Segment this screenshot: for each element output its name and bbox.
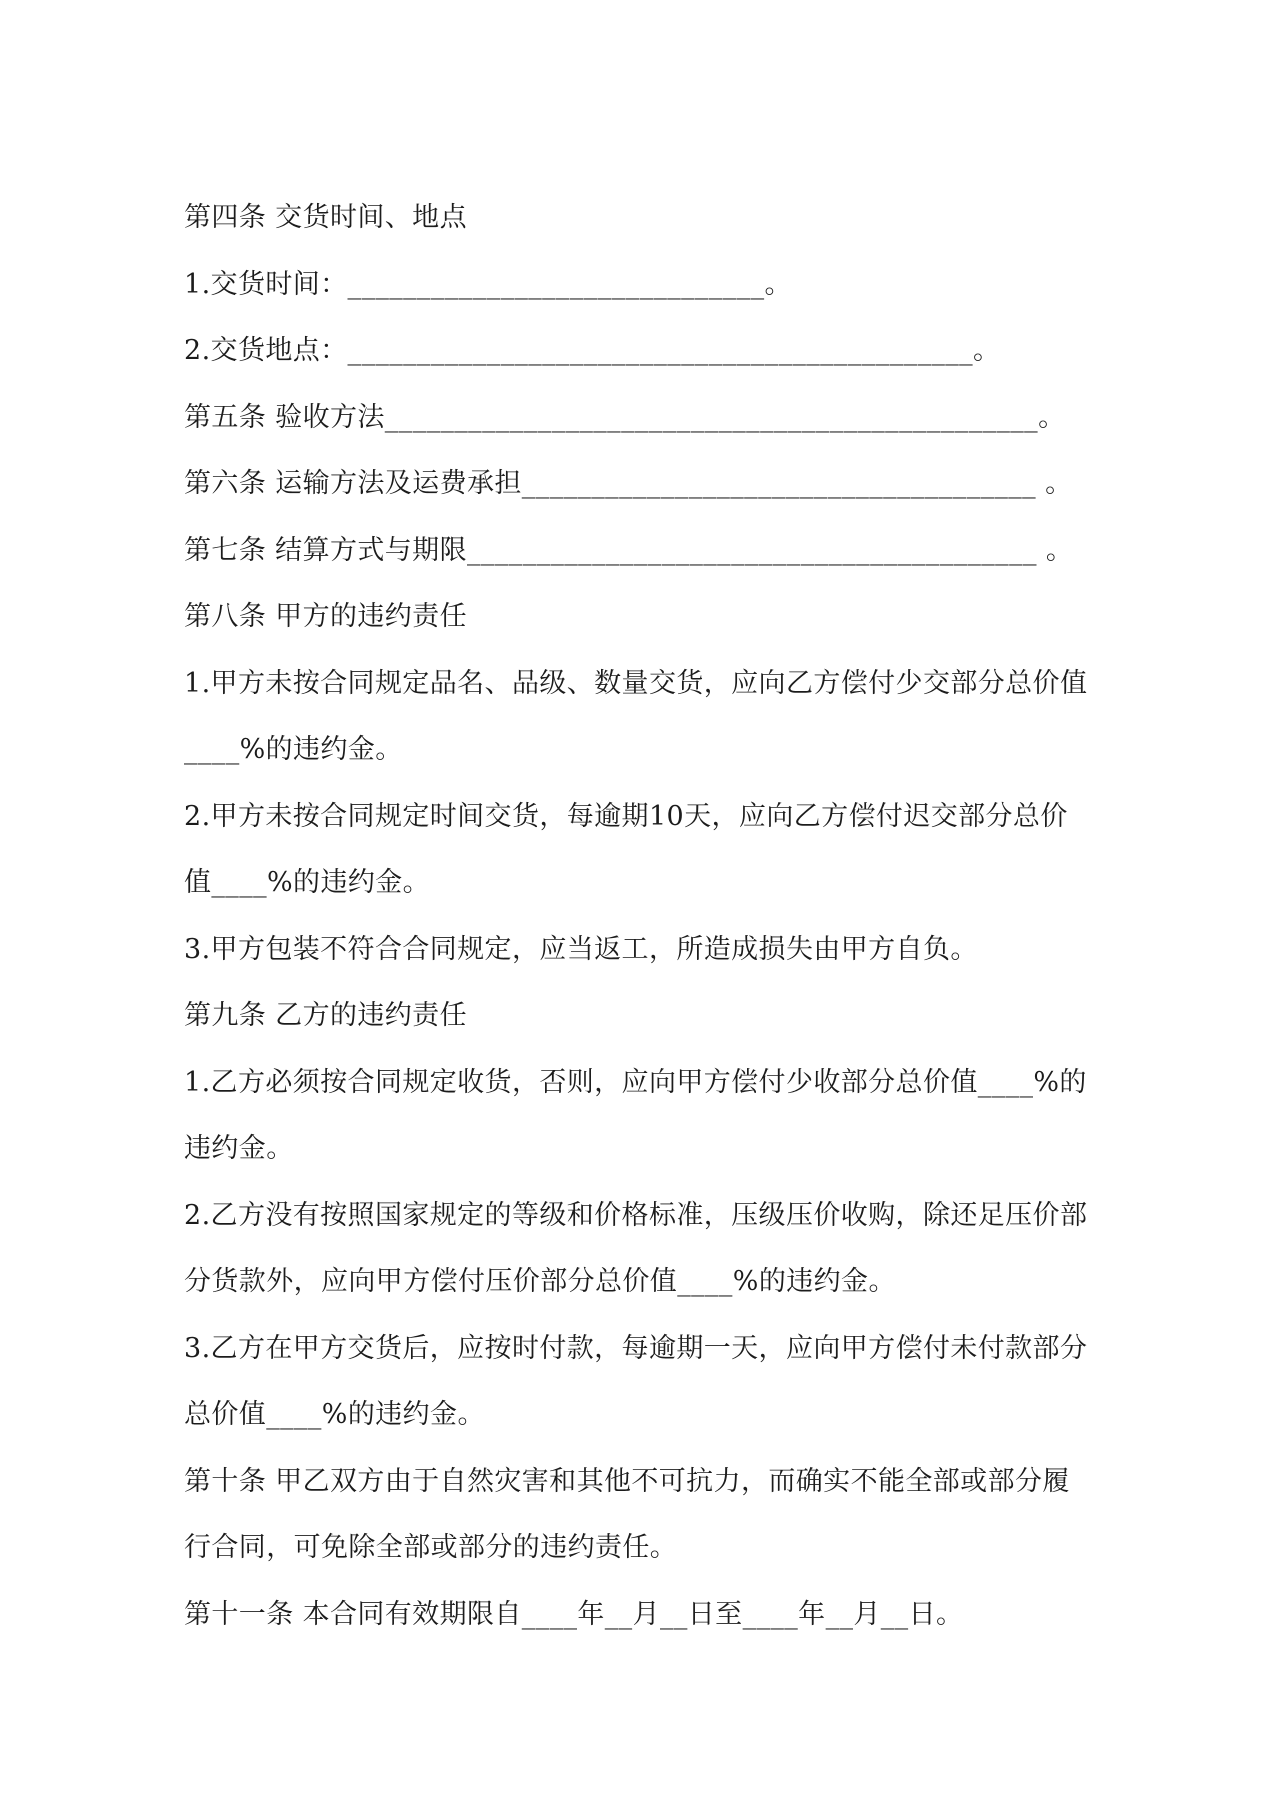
article-9-clause-3-line-2: 总价值____%的违约金。 xyxy=(184,1399,485,1430)
article-8-clause-2-line-1: 2.甲方未按合同规定时间交货，每逾期10天，应向乙方偿付迟交部分总价 xyxy=(184,800,1068,832)
delivery-time-line: 1.交货时间：______________________________。 xyxy=(184,268,792,300)
article-11-line: 第十一条 本合同有效期限自____年__月__日至____年__月__日。 xyxy=(184,1598,964,1630)
article-10-line-2: 行合同，可免除全部或部分的违约责任。 xyxy=(184,1532,678,1563)
article-8-heading: 第八条 甲方的违约责任 xyxy=(184,601,467,632)
article-6-line: 第六条 运输方法及运费承担_____________________________________ 。 xyxy=(184,468,1073,499)
article-9-clause-1-line-2: 违约金。 xyxy=(184,1133,294,1164)
article-9-clause-2-line-2: 分货款外，应向甲方偿付压价部分总价值____%的违约金。 xyxy=(184,1266,896,1297)
article-8-clause-2-line-2: 值____%的违约金。 xyxy=(184,867,431,898)
article-8-clause-1-line-1: 1.甲方未按合同规定品名、品级、数量交货，应向乙方偿付少交部分总价值 xyxy=(184,667,1088,699)
contract-text xyxy=(184,185,1184,1648)
article-4-heading: 第四条 交货时间、地点 xyxy=(184,202,467,233)
article-7-line: 第七条 结算方式与期限_________________________________________ 。 xyxy=(184,534,1074,566)
article-9-clause-2-line-1: 2.乙方没有按照国家规定的等级和价格标准，压级压价收购，除还足压价部 xyxy=(184,1199,1088,1231)
article-9-clause-1-line-1: 1.乙方必须按合同规定收货，否则，应向甲方偿付少收部分总价值____%的 xyxy=(184,1066,1087,1098)
article-5-line: 第五条 验收方法_______________________________________________。 xyxy=(184,401,1066,433)
article-10-line-1: 第十条 甲乙双方由于自然灾害和其他不可抗力，而确实不能全部或部分履 xyxy=(184,1465,1070,1497)
article-8-clause-3: 3.甲方包装不符合合同规定，应当返工，所造成损失由甲方自负。 xyxy=(184,933,978,965)
article-8-clause-1-line-2: ____%的违约金。 xyxy=(184,734,403,765)
article-9-heading: 第九条 乙方的违约责任 xyxy=(184,1000,467,1031)
article-9-clause-3-line-1: 3.乙方在甲方交货后，应按时付款，每逾期一天，应向甲方偿付未付款部分 xyxy=(184,1332,1088,1364)
delivery-place-line: 2.交货地点：_____________________________________________。 xyxy=(184,335,1001,366)
